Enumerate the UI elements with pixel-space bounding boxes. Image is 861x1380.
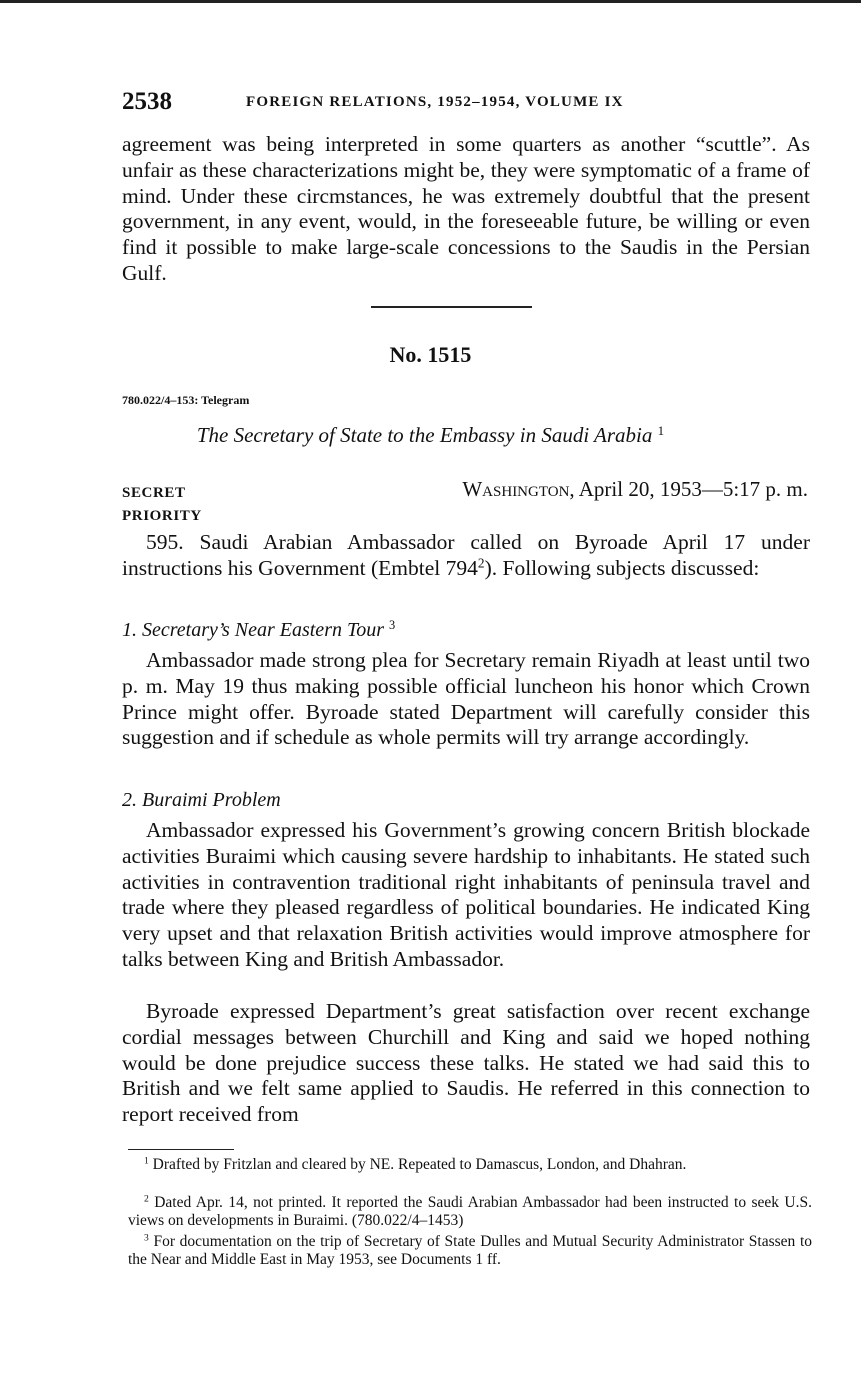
footnote-2-text: Dated Apr. 14, not printed. It reported the Saudi Arabian Ambassador had been instructed to seek U.S. views on developments in Buraimi. (780.022/4–1453) <box>128 1194 812 1229</box>
footnote-ref-2: 2 <box>477 555 485 571</box>
section-separator <box>371 306 532 308</box>
footnote-2 <box>128 1194 812 1230</box>
footnote-1-mark: 1 <box>144 1155 149 1167</box>
page-edge-rule <box>0 0 861 3</box>
file-reference: 780.022/4–153: Telegram <box>122 393 250 407</box>
section-heading-2: 2. Buraimi Problem <box>122 789 281 811</box>
footnote-3-mark: 3 <box>144 1232 149 1244</box>
intro-text-start: 595. Saudi Arabian Ambassador called on Byroade April 17 under instructions his Government (Embtel 794 <box>122 530 810 580</box>
intro-text-end: ). Following subjects discussed: <box>484 555 760 580</box>
intro-paragraph <box>122 530 810 582</box>
section-2-paragraph-1: Ambassador expressed his Government’s growing concern British blockade activities Buraimi which causing severe hardship to inhabitants. He stated such activities in contravention traditional right inhabitants of peninsula travel and trade where they pleased regardless of political boundaries. He indicated King very upset and that relaxation British activities would improve atmosphere for talks between King and British Ambassador. <box>122 818 810 971</box>
dateline-date: , April 20, 1953—5:17 p. m. <box>569 477 808 501</box>
section-1-paragraph: Ambassador made strong plea for Secretary remain Riyadh at least until two p. m. May 19 thus making possible official luncheon his honor which Crown Prince might offer. Byroade stated Department will carefully consider this suggestion and if schedule as whole permits will try arrange accordingly. <box>122 648 810 750</box>
footnote-3 <box>128 1233 812 1269</box>
footnote-2-mark: 2 <box>144 1193 149 1205</box>
dateline-place: Washington <box>462 477 570 501</box>
footnote-ref-3: 3 <box>389 618 396 633</box>
document-title-text: The Secretary of State to the Embassy in Saudi Arabia <box>196 423 653 447</box>
running-head: FOREIGN RELATIONS, 1952–1954, VOLUME IX <box>246 94 624 110</box>
precedence-label: PRIORITY <box>122 508 202 524</box>
footnote-separator <box>128 1149 234 1150</box>
page-number: 2538 <box>122 88 172 115</box>
document-number: No. 1515 <box>389 342 472 367</box>
section-2-paragraph-2: Byroade expressed Department’s great satisfaction over recent exchange cordial messages between Churchill and King and said we hoped nothing would be done prejudice success these talks. He stated we had said this to British and we felt same applied to Saudis. He referred in this connection to report received from <box>122 999 810 1127</box>
section-heading-1 <box>122 619 395 642</box>
continuation-paragraph: agreement was being interpreted in some quarters as another “scuttle”. As unfair as these characterizations might be, they were symptomatic of a frame of mind. Under these circmstances, he was extremely doubtful that the present government, in any event, would, in the foreseeable future, be willing or even find it possible to make large-scale concessions to the Saudis in the Persian Gulf. <box>122 132 810 285</box>
document-title <box>0 423 861 448</box>
footnote-ref-1: 1 <box>657 422 665 438</box>
dateline <box>404 477 808 502</box>
footnote-1 <box>128 1156 812 1174</box>
footnote-3-text: For documentation on the trip of Secretary of State Dulles and Mutual Security Administrator Stassen to the Near and Middle East in May 1953, see Documents 1 ff. <box>128 1233 812 1268</box>
classification-label: SECRET <box>122 485 186 501</box>
footnote-1-text: Drafted by Fritzlan and cleared by NE. Repeated to Damascus, London, and Dhahran. <box>152 1156 687 1173</box>
section-heading-1-text: 1. Secretary’s Near Eastern Tour <box>122 619 385 641</box>
